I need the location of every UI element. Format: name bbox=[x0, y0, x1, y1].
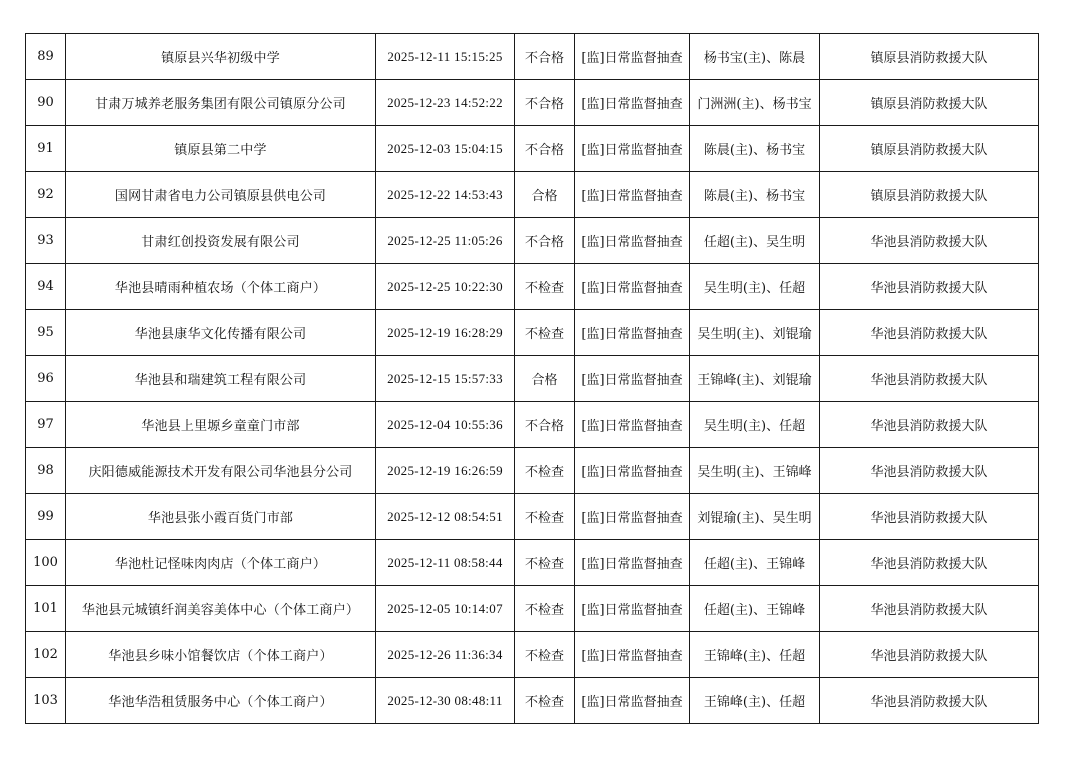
row-number-cell: 98 bbox=[26, 448, 66, 494]
inspection-result-cell: 不检查 bbox=[515, 632, 575, 678]
unit-name-cell: 甘肃红创投资发展有限公司 bbox=[66, 218, 376, 264]
table-row bbox=[26, 356, 1039, 402]
unit-name-cell: 甘肃万城养老服务集团有限公司镇原分公司 bbox=[66, 80, 376, 126]
inspection-time-cell: 2025-12-23 14:52:22 bbox=[376, 80, 515, 126]
row-number-cell: 93 bbox=[26, 218, 66, 264]
inspection-type-cell: [监]日常监督抽查 bbox=[575, 632, 690, 678]
inspection-time-cell: 2025-12-12 08:54:51 bbox=[376, 494, 515, 540]
inspection-type-cell: [监]日常监督抽查 bbox=[575, 678, 690, 724]
inspection-type-cell: [监]日常监督抽查 bbox=[575, 494, 690, 540]
inspectors-cell: 门洲洲(主)、杨书宝 bbox=[690, 80, 820, 126]
unit-name-cell: 镇原县第二中学 bbox=[66, 126, 376, 172]
table-row bbox=[26, 264, 1039, 310]
unit-name-cell: 华池县张小霞百货门市部 bbox=[66, 494, 376, 540]
inspection-result-cell: 不检查 bbox=[515, 494, 575, 540]
department-cell: 华池县消防救援大队 bbox=[820, 448, 1039, 494]
department-cell: 华池县消防救援大队 bbox=[820, 264, 1039, 310]
department-cell: 镇原县消防救援大队 bbox=[820, 126, 1039, 172]
row-number-cell: 89 bbox=[26, 34, 66, 80]
department-cell: 镇原县消防救援大队 bbox=[820, 80, 1039, 126]
inspection-type-cell: [监]日常监督抽查 bbox=[575, 218, 690, 264]
inspection-result-cell: 不合格 bbox=[515, 126, 575, 172]
inspection-type-cell: [监]日常监督抽查 bbox=[575, 402, 690, 448]
inspectors-cell: 吴生明(主)、刘锟瑜 bbox=[690, 310, 820, 356]
department-cell: 华池县消防救援大队 bbox=[820, 632, 1039, 678]
inspection-type-cell: [监]日常监督抽查 bbox=[575, 356, 690, 402]
unit-name-cell: 华池县乡味小馆餐饮店（个体工商户） bbox=[66, 632, 376, 678]
inspectors-cell: 王锦峰(主)、刘锟瑜 bbox=[690, 356, 820, 402]
row-number-cell: 97 bbox=[26, 402, 66, 448]
row-number-cell: 101 bbox=[26, 586, 66, 632]
row-number-cell: 92 bbox=[26, 172, 66, 218]
inspection-type-cell: [监]日常监督抽查 bbox=[575, 448, 690, 494]
department-cell: 华池县消防救援大队 bbox=[820, 540, 1039, 586]
inspection-time-cell: 2025-12-19 16:26:59 bbox=[376, 448, 515, 494]
department-cell: 华池县消防救援大队 bbox=[820, 678, 1039, 724]
table-row bbox=[26, 80, 1039, 126]
unit-name-cell: 华池华浩租赁服务中心（个体工商户） bbox=[66, 678, 376, 724]
inspectors-cell: 陈晨(主)、杨书宝 bbox=[690, 126, 820, 172]
inspection-time-cell: 2025-12-26 11:36:34 bbox=[376, 632, 515, 678]
inspection-result-cell: 不检查 bbox=[515, 310, 575, 356]
inspection-result-cell: 不检查 bbox=[515, 264, 575, 310]
department-cell: 华池县消防救援大队 bbox=[820, 356, 1039, 402]
table-row bbox=[26, 310, 1039, 356]
inspection-type-cell: [监]日常监督抽查 bbox=[575, 540, 690, 586]
row-number-cell: 91 bbox=[26, 126, 66, 172]
table-row bbox=[26, 632, 1039, 678]
inspection-records-sheet bbox=[25, 33, 1039, 724]
inspection-records-table bbox=[25, 33, 1039, 724]
unit-name-cell: 华池县上里塬乡童童门市部 bbox=[66, 402, 376, 448]
inspectors-cell: 吴生明(主)、任超 bbox=[690, 264, 820, 310]
inspectors-cell: 任超(主)、吴生明 bbox=[690, 218, 820, 264]
inspection-type-cell: [监]日常监督抽查 bbox=[575, 264, 690, 310]
inspection-type-cell: [监]日常监督抽查 bbox=[575, 126, 690, 172]
unit-name-cell: 庆阳德威能源技术开发有限公司华池县分公司 bbox=[66, 448, 376, 494]
inspection-result-cell: 不合格 bbox=[515, 218, 575, 264]
inspectors-cell: 陈晨(主)、杨书宝 bbox=[690, 172, 820, 218]
inspection-type-cell: [监]日常监督抽查 bbox=[575, 34, 690, 80]
records-body bbox=[26, 34, 1039, 724]
inspection-time-cell: 2025-12-03 15:04:15 bbox=[376, 126, 515, 172]
table-row bbox=[26, 586, 1039, 632]
inspection-time-cell: 2025-12-15 15:57:33 bbox=[376, 356, 515, 402]
table-row bbox=[26, 218, 1039, 264]
unit-name-cell: 华池县康华文化传播有限公司 bbox=[66, 310, 376, 356]
unit-name-cell: 华池杜记怪味肉肉店（个体工商户） bbox=[66, 540, 376, 586]
inspection-result-cell: 合格 bbox=[515, 356, 575, 402]
inspection-time-cell: 2025-12-11 15:15:25 bbox=[376, 34, 515, 80]
row-number-cell: 94 bbox=[26, 264, 66, 310]
row-number-cell: 95 bbox=[26, 310, 66, 356]
table-row bbox=[26, 172, 1039, 218]
inspectors-cell: 刘锟瑜(主)、吴生明 bbox=[690, 494, 820, 540]
unit-name-cell: 华池县和瑞建筑工程有限公司 bbox=[66, 356, 376, 402]
inspectors-cell: 杨书宝(主)、陈晨 bbox=[690, 34, 820, 80]
inspection-type-cell: [监]日常监督抽查 bbox=[575, 310, 690, 356]
unit-name-cell: 国网甘肃省电力公司镇原县供电公司 bbox=[66, 172, 376, 218]
department-cell: 华池县消防救援大队 bbox=[820, 586, 1039, 632]
inspection-time-cell: 2025-12-11 08:58:44 bbox=[376, 540, 515, 586]
row-number-cell: 99 bbox=[26, 494, 66, 540]
row-number-cell: 90 bbox=[26, 80, 66, 126]
inspection-time-cell: 2025-12-30 08:48:11 bbox=[376, 678, 515, 724]
inspection-time-cell: 2025-12-19 16:28:29 bbox=[376, 310, 515, 356]
inspectors-cell: 王锦峰(主)、任超 bbox=[690, 632, 820, 678]
department-cell: 镇原县消防救援大队 bbox=[820, 172, 1039, 218]
inspection-result-cell: 合格 bbox=[515, 172, 575, 218]
inspection-result-cell: 不检查 bbox=[515, 586, 575, 632]
inspectors-cell: 王锦峰(主)、任超 bbox=[690, 678, 820, 724]
department-cell: 华池县消防救援大队 bbox=[820, 402, 1039, 448]
unit-name-cell: 华池县晴雨种植农场（个体工商户） bbox=[66, 264, 376, 310]
table-row bbox=[26, 34, 1039, 80]
inspection-result-cell: 不检查 bbox=[515, 540, 575, 586]
table-row bbox=[26, 402, 1039, 448]
department-cell: 华池县消防救援大队 bbox=[820, 310, 1039, 356]
row-number-cell: 96 bbox=[26, 356, 66, 402]
department-cell: 镇原县消防救援大队 bbox=[820, 34, 1039, 80]
department-cell: 华池县消防救援大队 bbox=[820, 494, 1039, 540]
table-row bbox=[26, 540, 1039, 586]
inspectors-cell: 吴生明(主)、王锦峰 bbox=[690, 448, 820, 494]
row-number-cell: 100 bbox=[26, 540, 66, 586]
inspection-result-cell: 不检查 bbox=[515, 678, 575, 724]
table-row bbox=[26, 494, 1039, 540]
inspectors-cell: 吴生明(主)、任超 bbox=[690, 402, 820, 448]
unit-name-cell: 华池县元城镇纤润美容美体中心（个体工商户） bbox=[66, 586, 376, 632]
unit-name-cell: 镇原县兴华初级中学 bbox=[66, 34, 376, 80]
inspection-time-cell: 2025-12-25 11:05:26 bbox=[376, 218, 515, 264]
table-row bbox=[26, 126, 1039, 172]
inspectors-cell: 任超(主)、王锦峰 bbox=[690, 540, 820, 586]
row-number-cell: 103 bbox=[26, 678, 66, 724]
inspection-time-cell: 2025-12-04 10:55:36 bbox=[376, 402, 515, 448]
inspection-result-cell: 不合格 bbox=[515, 402, 575, 448]
row-number-cell: 102 bbox=[26, 632, 66, 678]
inspection-type-cell: [监]日常监督抽查 bbox=[575, 172, 690, 218]
inspection-type-cell: [监]日常监督抽查 bbox=[575, 80, 690, 126]
inspection-result-cell: 不合格 bbox=[515, 80, 575, 126]
inspection-time-cell: 2025-12-22 14:53:43 bbox=[376, 172, 515, 218]
table-row bbox=[26, 678, 1039, 724]
inspection-result-cell: 不检查 bbox=[515, 448, 575, 494]
department-cell: 华池县消防救援大队 bbox=[820, 218, 1039, 264]
inspection-type-cell: [监]日常监督抽查 bbox=[575, 586, 690, 632]
inspectors-cell: 任超(主)、王锦峰 bbox=[690, 586, 820, 632]
table-row bbox=[26, 448, 1039, 494]
inspection-time-cell: 2025-12-05 10:14:07 bbox=[376, 586, 515, 632]
inspection-result-cell: 不合格 bbox=[515, 34, 575, 80]
inspection-time-cell: 2025-12-25 10:22:30 bbox=[376, 264, 515, 310]
